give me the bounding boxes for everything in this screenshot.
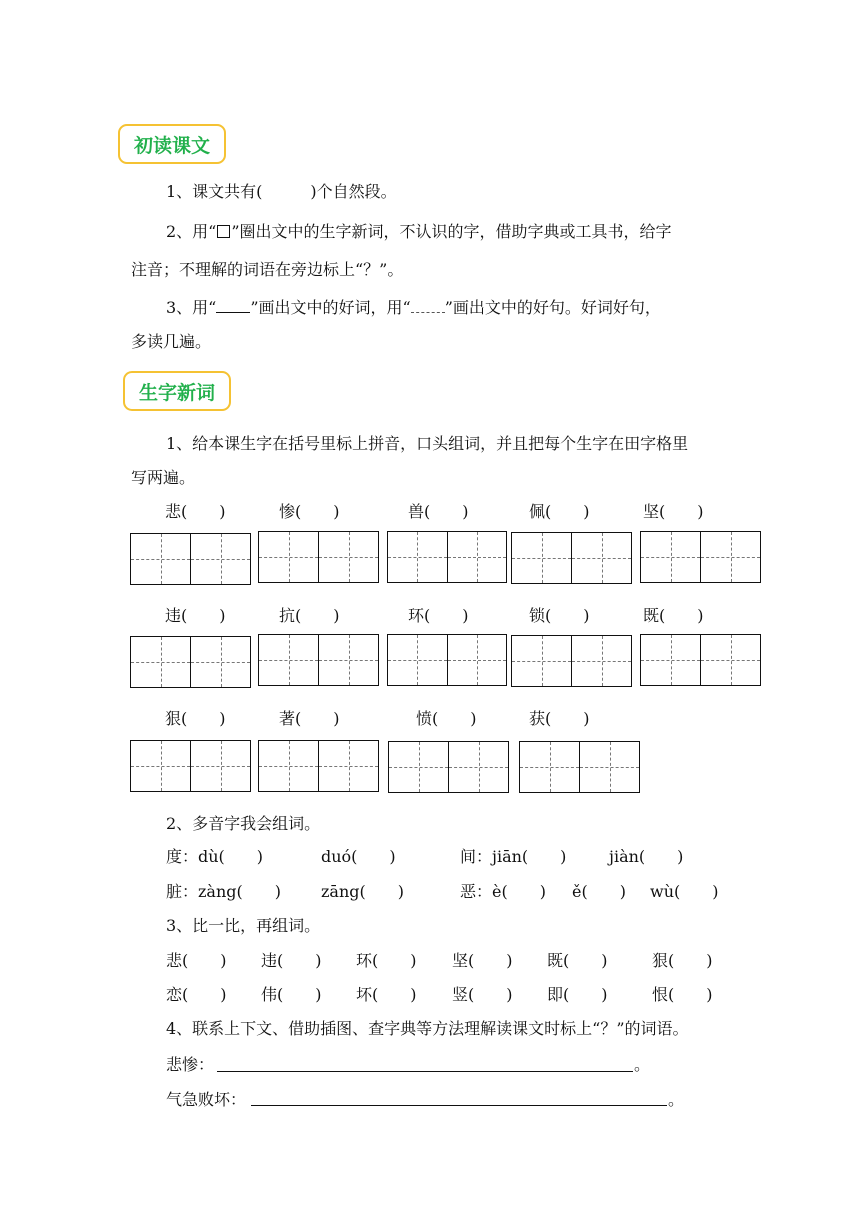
- writing-grid[interactable]: [388, 741, 509, 793]
- char-label: 抗( ): [279, 606, 340, 625]
- writing-grid[interactable]: [258, 531, 379, 583]
- char-label: 悲( ): [165, 502, 226, 521]
- char-label: 佩( ): [529, 502, 590, 521]
- question-pinyin: 1、给本课生字在括号里标上拼音，口头组词，并且把每个生字在田字格里: [166, 434, 689, 453]
- writing-grid[interactable]: [387, 634, 507, 686]
- text: ”圈出文中的生字新词，不认识的字，借助字典或工具书，给字: [231, 222, 672, 241]
- writing-grid[interactable]: [511, 635, 632, 687]
- writing-grid[interactable]: [640, 634, 761, 686]
- char-label: 坚( ): [643, 502, 704, 521]
- compare-item: 坏( ): [356, 985, 417, 1004]
- compare-item: 狠( ): [652, 951, 713, 970]
- section-title-badge: [118, 124, 226, 164]
- compare-item: 既( ): [547, 951, 608, 970]
- compare-item: 恋( ): [166, 985, 227, 1004]
- char-label: 既( ): [643, 606, 704, 625]
- writing-grid[interactable]: [130, 533, 251, 585]
- compare-item: 即( ): [547, 985, 608, 1004]
- question-circle-words-cont: 注音；不理解的词语在旁边标上“？”。: [131, 260, 404, 279]
- question-compare: 3、比一比，再组词。: [166, 916, 321, 935]
- compare-item: 坚( ): [452, 951, 513, 970]
- writing-grid[interactable]: [519, 741, 640, 793]
- question-circle-words: [166, 222, 672, 242]
- text: 3、用“: [166, 298, 217, 317]
- question-pinyin-cont: 写两遍。: [131, 468, 196, 487]
- polyphone-item: zāng( ): [321, 882, 405, 901]
- period: 。: [634, 1055, 651, 1074]
- text: ”画出文中的好句。好词好句，: [444, 298, 661, 317]
- writing-grid[interactable]: [130, 636, 251, 688]
- section-title: 初读课文: [133, 134, 210, 157]
- polyphone-item: 间：jiān( ): [460, 847, 567, 866]
- polyphone-item: 恶：è( ): [460, 882, 546, 901]
- question-meaning: 4、联系上下文、借助插图、查字典等方法理解读课文时标上“？”的词语。: [166, 1019, 689, 1038]
- polyphone-item: wù( ): [650, 882, 719, 901]
- polyphone-item: 度：dù( ): [166, 847, 264, 866]
- polyphone-item: duó( ): [321, 847, 396, 866]
- compare-item: 环( ): [356, 951, 417, 970]
- question-underline-cont: 多读几遍。: [131, 332, 212, 351]
- section-title: 生字新词: [138, 381, 215, 404]
- writing-grid[interactable]: [130, 740, 251, 792]
- polyphone-item: 脏：zàng( ): [166, 882, 282, 901]
- char-label: 兽( ): [408, 502, 469, 521]
- char-label: 狠( ): [165, 709, 226, 728]
- answer-line[interactable]: [251, 1105, 667, 1106]
- meaning-label: 悲惨：: [166, 1055, 215, 1074]
- compare-item: 恨( ): [652, 985, 713, 1004]
- char-label: 惨( ): [279, 502, 340, 521]
- char-label: 环( ): [408, 606, 469, 625]
- compare-item: 违( ): [261, 951, 322, 970]
- answer-line[interactable]: [217, 1071, 633, 1072]
- text: ”画出文中的好词，用“: [250, 298, 411, 317]
- char-label: 锁( ): [529, 606, 590, 625]
- writing-grid[interactable]: [258, 634, 379, 686]
- square-icon: [217, 225, 230, 238]
- period: 。: [668, 1090, 685, 1109]
- wavy-underline-icon: [411, 312, 445, 313]
- writing-grid[interactable]: [387, 531, 507, 583]
- question-paragraph-count: 1、课文共有( )个自然段。: [166, 182, 397, 201]
- section-title-badge: [123, 371, 231, 411]
- compare-item: 竖( ): [452, 985, 513, 1004]
- meaning-label: 气急败坏：: [166, 1090, 247, 1109]
- writing-grid[interactable]: [511, 532, 632, 584]
- polyphone-item: jiàn( ): [609, 847, 684, 866]
- solid-underline-icon: [216, 312, 250, 313]
- char-label: 愤( ): [416, 709, 477, 728]
- question-polyphone: 2、多音字我会组词。: [166, 814, 321, 833]
- writing-grid[interactable]: [258, 740, 379, 792]
- char-label: 著( ): [279, 709, 340, 728]
- text: 2、用“: [166, 222, 217, 241]
- char-label: 违( ): [165, 606, 226, 625]
- polyphone-item: ě( ): [572, 882, 626, 901]
- char-label: 获( ): [529, 709, 590, 728]
- compare-item: 悲( ): [166, 951, 227, 970]
- writing-grid[interactable]: [640, 531, 761, 583]
- compare-item: 伟( ): [261, 985, 322, 1004]
- question-underline: [166, 298, 661, 318]
